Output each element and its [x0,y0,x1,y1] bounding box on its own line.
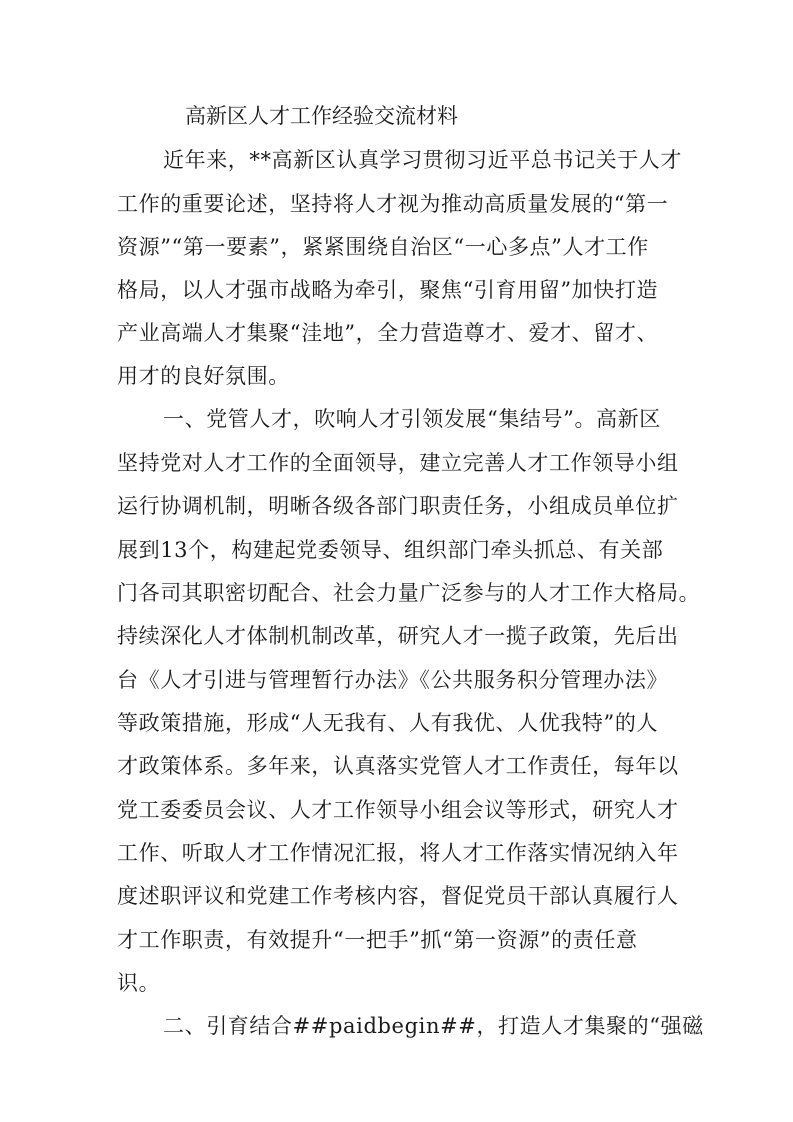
paragraph-2-line-4: 展到13个，构建起党委领导、组织部门牵头抓总、有关部 [117,538,664,562]
paragraph-2-line-3: 运行协调机制，明晰各级各部门职责任务，小组成员单位扩 [117,494,679,518]
paragraph-2-line-1: 一、党管人才，吹响人才引领发展“集结号”。高新区 [163,407,661,431]
paragraph-2-line-7: 台《人才引进与管理暂行办法》《公共服务积分管理办法》 [117,668,669,692]
paragraph-2-line-6: 持续深化人才体制机制改革，研究人才一揽子政策，先后出 [117,624,679,648]
paragraph-1-line-2: 工作的重要论述，坚持将人才视为推动高质量发展的“第一 [117,192,669,216]
paragraph-1-line-4: 格局，以人才强市战略为牵引，聚焦“引育用留”加快打造 [117,278,659,302]
document-title: 高新区人才工作经验交流材料 [185,104,458,128]
paragraph-2-line-11: 工作、听取人才工作情况汇报，将人才工作落实情况纳入年 [117,841,679,865]
paragraph-2-line-13: 才工作职责，有效提升“一把手”抓“第一资源”的责任意 [117,928,638,952]
paragraph-2-line-10: 党工委委员会议、人才工作领导小组会议等形式，研究人才 [117,798,679,822]
paragraph-2-line-9: 才政策体系。多年来，认真落实党管人才工作责任，每年以 [117,754,679,778]
paragraph-1-line-3: 资源”“第一要素”，紧紧围绕自治区“一心多点”人才工作 [117,235,649,259]
paragraph-2-line-12: 度述职评议和党建工作考核内容，督促党员干部认真履行人 [117,884,679,908]
paragraph-1-line-6: 用才的良好氛围。 [117,364,290,388]
paragraph-2-line-5: 门各司其职密切配合、社会力量广泛参与的人才工作大格局。 [117,581,701,605]
paragraph-1-line-5: 产业高端人才集聚“洼地”，全力营造尊才、爱才、留才、 [117,321,659,345]
paragraph-1-line-1: 近年来，**高新区认真学习贯彻习近平总书记关于人才 [163,148,682,172]
paragraph-2-line-14: 识。 [117,971,161,995]
paragraph-2-line-8: 等政策措施，形成“人无我有、人有我优、人优我特”的人 [117,711,659,735]
paragraph-3-line-1: 二、引育结合##paidbegin##，打造人才集聚的“强磁 [163,1014,704,1038]
paragraph-2-line-2: 坚持党对人才工作的全面领导，建立完善人才工作领导小组 [117,451,679,475]
